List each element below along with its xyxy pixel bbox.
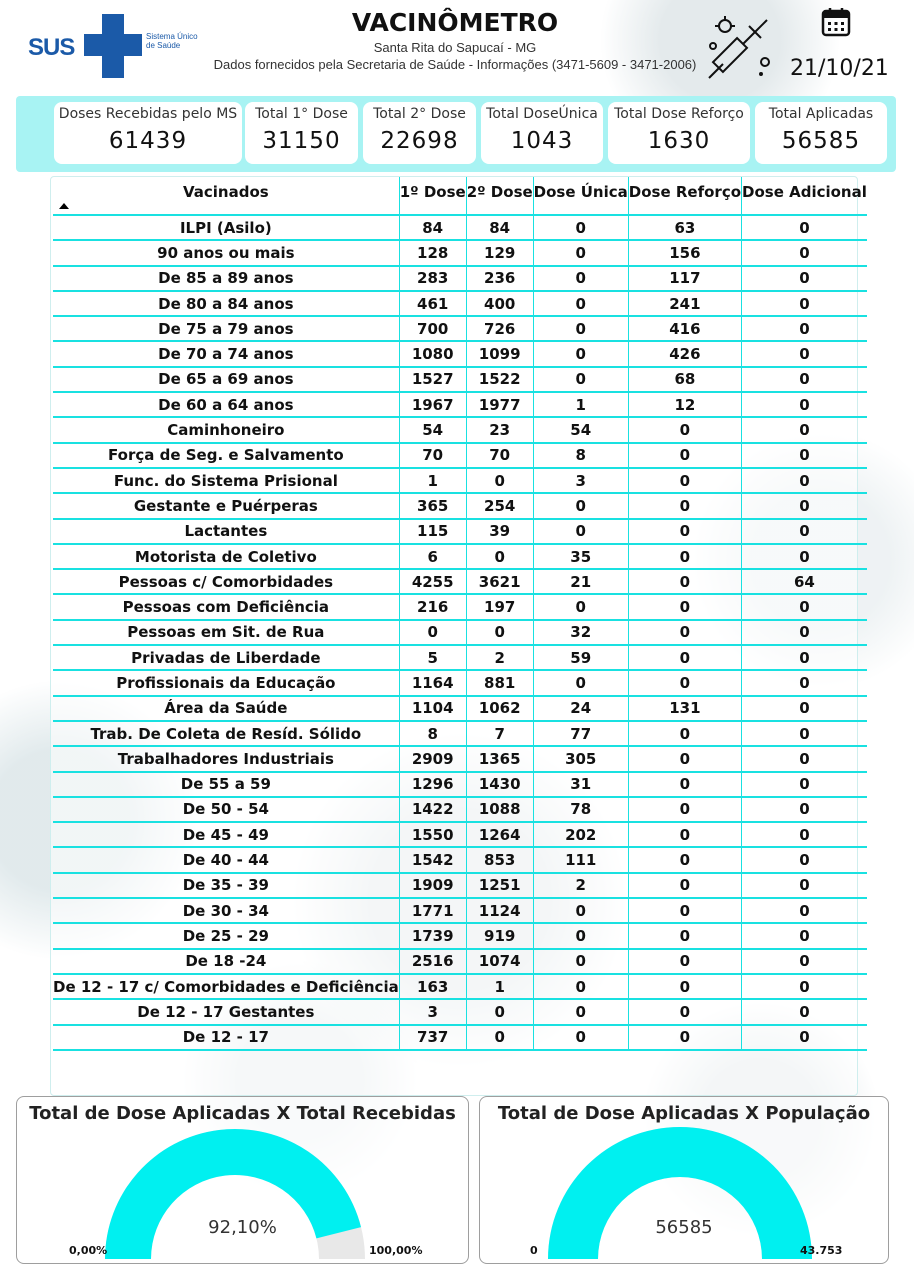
value-cell: 0	[533, 949, 628, 974]
value-cell: 54	[533, 417, 628, 442]
value-cell: 5	[399, 645, 466, 670]
value-cell: 0	[628, 873, 741, 898]
value-cell: 881	[466, 670, 533, 695]
row-label-cell: De 12 - 17 c/ Comorbidades e Deficiência	[53, 974, 399, 999]
value-cell: 305	[533, 746, 628, 771]
value-cell: 0	[742, 898, 867, 923]
value-cell: 0	[399, 620, 466, 645]
gauge-value: 56585	[655, 1217, 713, 1238]
row-label-cell: De 70 a 74 anos	[53, 341, 399, 366]
value-cell: 8	[533, 443, 628, 468]
kpi-value: 56585	[781, 128, 861, 154]
value-cell: 737	[399, 1025, 466, 1050]
row-label-cell: De 25 - 29	[53, 923, 399, 948]
value-cell: 0	[742, 392, 867, 417]
value-cell: 1542	[399, 847, 466, 872]
value-cell: 0	[742, 1025, 867, 1050]
value-cell: 1422	[399, 797, 466, 822]
value-cell: 1062	[466, 696, 533, 721]
row-label-cell: De 50 - 54	[53, 797, 399, 822]
value-cell: 0	[742, 645, 867, 670]
value-cell: 0	[533, 519, 628, 544]
kpi-label: Doses Recebidas pelo MS	[58, 106, 238, 122]
table-row[interactable]	[53, 772, 867, 797]
value-cell: 70	[399, 443, 466, 468]
row-label-cell: De 85 a 89 anos	[53, 266, 399, 291]
value-cell: 128	[399, 240, 466, 265]
value-cell: 461	[399, 291, 466, 316]
value-cell: 0	[628, 721, 741, 746]
source-info: Dados fornecidos pela Secretaria de Saúde - Informações (3471-5609 - 3471-2006)	[213, 57, 697, 72]
value-cell: 0	[533, 341, 628, 366]
value-cell: 0	[742, 443, 867, 468]
table-row[interactable]	[53, 1025, 867, 1050]
table-row[interactable]	[53, 316, 867, 341]
value-cell: 0	[742, 316, 867, 341]
value-cell: 1074	[466, 949, 533, 974]
value-cell: 0	[628, 847, 741, 872]
value-cell: 32	[533, 620, 628, 645]
table-row[interactable]	[53, 847, 867, 872]
value-cell: 1977	[466, 392, 533, 417]
table-row[interactable]	[53, 696, 867, 721]
kpi-label: Total Aplicadas	[768, 106, 874, 122]
kpi-label: Total DoseÚnica	[486, 106, 598, 122]
value-cell: 0	[533, 898, 628, 923]
value-cell: 0	[533, 266, 628, 291]
gauge-chart	[17, 1097, 470, 1265]
table-row[interactable]	[53, 468, 867, 493]
value-cell: 0	[628, 797, 741, 822]
value-cell: 254	[466, 493, 533, 518]
value-cell: 0	[742, 670, 867, 695]
value-cell: 0	[628, 468, 741, 493]
value-cell: 0	[628, 620, 741, 645]
table-row[interactable]	[53, 392, 867, 417]
row-label-cell: De 30 - 34	[53, 898, 399, 923]
value-cell: 70	[466, 443, 533, 468]
gauge-fill	[548, 1127, 812, 1259]
row-label-cell: Área da Saúde	[53, 696, 399, 721]
table-row[interactable]	[53, 822, 867, 847]
value-cell: 0	[742, 544, 867, 569]
value-cell: 241	[628, 291, 741, 316]
value-cell: 0	[628, 417, 741, 442]
value-cell: 64	[742, 569, 867, 594]
value-cell: 117	[628, 266, 741, 291]
table-row[interactable]	[53, 923, 867, 948]
table-row[interactable]	[53, 721, 867, 746]
value-cell: 0	[742, 746, 867, 771]
value-cell: 0	[742, 620, 867, 645]
table-header-row	[53, 177, 867, 215]
page-title: VACINÔMETRO	[351, 8, 559, 37]
table-row[interactable]	[53, 645, 867, 670]
row-label-cell: Profissionais da Educação	[53, 670, 399, 695]
table-row[interactable]	[53, 620, 867, 645]
value-cell: 1365	[466, 746, 533, 771]
value-cell: 0	[742, 367, 867, 392]
row-label-cell: Gestante e Puérperas	[53, 493, 399, 518]
column-header-dose-adicional[interactable]: Dose Adicional	[742, 177, 867, 215]
value-cell: 111	[533, 847, 628, 872]
value-cell: 1522	[466, 367, 533, 392]
row-label-cell: Força de Seg. e Salvamento	[53, 443, 399, 468]
value-cell: 21	[533, 569, 628, 594]
value-cell: 0	[628, 443, 741, 468]
row-label-cell: De 12 - 17 Gestantes	[53, 999, 399, 1024]
row-label-cell: Motorista de Coletivo	[53, 544, 399, 569]
value-cell: 283	[399, 266, 466, 291]
kpi-value: 61439	[108, 128, 188, 154]
value-cell: 919	[466, 923, 533, 948]
table-row[interactable]	[53, 670, 867, 695]
kpi-label: Total Dose Reforço	[614, 106, 744, 122]
value-cell: 23	[466, 417, 533, 442]
value-cell: 216	[399, 594, 466, 619]
value-cell: 39	[466, 519, 533, 544]
value-cell: 63	[628, 215, 741, 240]
value-cell: 416	[628, 316, 741, 341]
value-cell: 0	[742, 594, 867, 619]
row-label-cell: Pessoas c/ Comorbidades	[53, 569, 399, 594]
value-cell: 0	[533, 923, 628, 948]
table-row[interactable]	[53, 291, 867, 316]
row-label-cell: De 35 - 39	[53, 873, 399, 898]
kpi-total-dose-reforco[interactable]	[608, 102, 750, 164]
value-cell: 0	[533, 493, 628, 518]
gauge-min-label: 0,00%	[69, 1244, 108, 1257]
value-cell: 0	[533, 367, 628, 392]
gauge-chart	[480, 1097, 890, 1265]
row-label-cell: ILPI (Asilo)	[53, 215, 399, 240]
row-label-cell: Lactantes	[53, 519, 399, 544]
row-label-cell: De 75 a 79 anos	[53, 316, 399, 341]
value-cell: 202	[533, 822, 628, 847]
value-cell: 6	[399, 544, 466, 569]
value-cell: 1251	[466, 873, 533, 898]
value-cell: 0	[628, 1025, 741, 1050]
value-cell: 1527	[399, 367, 466, 392]
value-cell: 0	[466, 544, 533, 569]
value-cell: 0	[628, 493, 741, 518]
value-cell: 0	[628, 822, 741, 847]
value-cell: 1099	[466, 341, 533, 366]
vaccination-table-card	[50, 176, 867, 1096]
table-row[interactable]	[53, 873, 867, 898]
column-header-2-dose[interactable]: 2º Dose	[466, 177, 533, 215]
value-cell: 853	[466, 847, 533, 872]
value-cell: 1088	[466, 797, 533, 822]
kpi-doses-recebidas[interactable]	[54, 102, 242, 164]
value-cell: 0	[533, 1025, 628, 1050]
calendar-icon[interactable]	[820, 6, 852, 38]
kpi-total-2-dose[interactable]	[363, 102, 476, 164]
value-cell: 726	[466, 316, 533, 341]
value-cell: 0	[628, 670, 741, 695]
column-header-dose-unica[interactable]: Dose Única	[533, 177, 628, 215]
row-label-cell: De 45 - 49	[53, 822, 399, 847]
value-cell: 3	[399, 999, 466, 1024]
value-cell: 0	[628, 974, 741, 999]
value-cell: 0	[628, 923, 741, 948]
value-cell: 54	[399, 417, 466, 442]
gauge-card-aplicadas-vs-populacao[interactable]	[479, 1096, 889, 1264]
value-cell: 0	[533, 974, 628, 999]
row-label-cell: De 40 - 44	[53, 847, 399, 872]
value-cell: 0	[742, 468, 867, 493]
value-cell: 0	[466, 468, 533, 493]
table-row[interactable]	[53, 949, 867, 974]
table-row[interactable]	[53, 519, 867, 544]
value-cell: 1771	[399, 898, 466, 923]
value-cell: 0	[742, 519, 867, 544]
value-cell: 8	[399, 721, 466, 746]
column-label: Vacinados	[182, 183, 269, 201]
value-cell: 163	[399, 974, 466, 999]
table-row[interactable]	[53, 999, 867, 1024]
table-row[interactable]	[53, 797, 867, 822]
gauge-min-label: 0	[530, 1244, 538, 1257]
logo-subtitle: Sistema Único de Saúde	[146, 32, 198, 50]
value-cell: 115	[399, 519, 466, 544]
table-row[interactable]	[53, 417, 867, 442]
value-cell: 0	[742, 291, 867, 316]
report-date: 21/10/21	[790, 56, 889, 81]
kpi-total-1-dose[interactable]	[245, 102, 358, 164]
value-cell: 0	[533, 215, 628, 240]
value-cell: 0	[466, 620, 533, 645]
value-cell: 1124	[466, 898, 533, 923]
value-cell: 0	[742, 493, 867, 518]
value-cell: 2909	[399, 746, 466, 771]
row-label-cell: Pessoas com Deficiência	[53, 594, 399, 619]
value-cell: 0	[742, 999, 867, 1024]
value-cell: 0	[628, 898, 741, 923]
vaccination-table	[53, 177, 867, 1051]
value-cell: 0	[742, 822, 867, 847]
value-cell: 0	[742, 696, 867, 721]
value-cell: 31	[533, 772, 628, 797]
kpi-label: Total 1° Dose	[255, 106, 348, 122]
value-cell: 156	[628, 240, 741, 265]
gauge-max-label: 43.753	[800, 1244, 843, 1257]
sort-ascending-icon[interactable]	[59, 203, 69, 209]
table-row[interactable]	[53, 215, 867, 240]
value-cell: 1080	[399, 341, 466, 366]
row-label-cell: De 65 a 69 anos	[53, 367, 399, 392]
value-cell: 0	[628, 594, 741, 619]
value-cell: 1	[466, 974, 533, 999]
row-label-cell: Trabalhadores Industriais	[53, 746, 399, 771]
row-label-cell: Func. do Sistema Prisional	[53, 468, 399, 493]
table-row[interactable]	[53, 898, 867, 923]
value-cell: 0	[628, 544, 741, 569]
value-cell: 0	[466, 1025, 533, 1050]
row-label-cell: De 55 a 59	[53, 772, 399, 797]
kpi-label: Total 2° Dose	[373, 106, 466, 122]
value-cell: 35	[533, 544, 628, 569]
value-cell: 0	[533, 670, 628, 695]
kpi-total-dose-unica[interactable]	[481, 102, 603, 164]
value-cell: 131	[628, 696, 741, 721]
value-cell: 4255	[399, 569, 466, 594]
value-cell: 0	[742, 949, 867, 974]
value-cell: 84	[466, 215, 533, 240]
value-cell: 197	[466, 594, 533, 619]
value-cell: 0	[742, 240, 867, 265]
row-label-cell: Privadas de Liberdade	[53, 645, 399, 670]
value-cell: 2	[466, 645, 533, 670]
value-cell: 0	[628, 999, 741, 1024]
row-label-cell: De 80 a 84 anos	[53, 291, 399, 316]
table-row[interactable]	[53, 569, 867, 594]
value-cell: 0	[533, 291, 628, 316]
value-cell: 2516	[399, 949, 466, 974]
value-cell: 1264	[466, 822, 533, 847]
value-cell: 0	[742, 772, 867, 797]
value-cell: 1739	[399, 923, 466, 948]
row-label-cell: De 60 a 64 anos	[53, 392, 399, 417]
table-row[interactable]	[53, 544, 867, 569]
table-row[interactable]	[53, 266, 867, 291]
value-cell: 1909	[399, 873, 466, 898]
value-cell: 59	[533, 645, 628, 670]
table-row[interactable]	[53, 443, 867, 468]
kpi-value: 31150	[262, 128, 341, 154]
row-label-cell: Trab. De Coleta de Resíd. Sólido	[53, 721, 399, 746]
column-header-vacinados[interactable]	[53, 177, 399, 215]
row-label-cell: De 12 - 17	[53, 1025, 399, 1050]
value-cell: 7	[466, 721, 533, 746]
value-cell: 78	[533, 797, 628, 822]
vaccine-syringe-icon	[703, 12, 775, 84]
table-row[interactable]	[53, 367, 867, 392]
column-header-1-dose[interactable]: 1º Dose	[399, 177, 466, 215]
value-cell: 0	[742, 974, 867, 999]
value-cell: 129	[466, 240, 533, 265]
value-cell: 1	[399, 468, 466, 493]
kpi-band	[16, 96, 896, 172]
table-row[interactable]	[53, 341, 867, 366]
value-cell: 0	[466, 999, 533, 1024]
row-label-cell: Pessoas em Sit. de Rua	[53, 620, 399, 645]
value-cell: 1164	[399, 670, 466, 695]
value-cell: 0	[628, 772, 741, 797]
value-cell: 0	[742, 873, 867, 898]
value-cell: 0	[742, 417, 867, 442]
value-cell: 0	[628, 746, 741, 771]
kpi-value: 1043	[510, 128, 574, 154]
table-row[interactable]	[53, 974, 867, 999]
value-cell: 700	[399, 316, 466, 341]
column-header-dose-reforco[interactable]: Dose Reforço	[628, 177, 741, 215]
value-cell: 426	[628, 341, 741, 366]
value-cell: 0	[628, 519, 741, 544]
value-cell: 365	[399, 493, 466, 518]
gauge-title: Total de Dose Aplicadas X Total Recebidas	[29, 1103, 456, 1124]
value-cell: 24	[533, 696, 628, 721]
value-cell: 0	[742, 847, 867, 872]
row-label-cell: Caminhoneiro	[53, 417, 399, 442]
kpi-value: 1630	[647, 128, 711, 154]
gauge-value: 92,10%	[208, 1217, 277, 1238]
value-cell: 1430	[466, 772, 533, 797]
row-label-cell: 90 anos ou mais	[53, 240, 399, 265]
value-cell: 12	[628, 392, 741, 417]
value-cell: 0	[742, 215, 867, 240]
value-cell: 400	[466, 291, 533, 316]
value-cell: 0	[533, 240, 628, 265]
value-cell: 0	[628, 569, 741, 594]
table-row[interactable]	[53, 594, 867, 619]
value-cell: 0	[533, 999, 628, 1024]
sus-logo	[26, 12, 198, 78]
row-label-cell: De 18 -24	[53, 949, 399, 974]
table-row[interactable]	[53, 746, 867, 771]
value-cell: 1967	[399, 392, 466, 417]
gauge-card-aplicadas-vs-recebidas[interactable]	[16, 1096, 469, 1264]
logo-text: SUS	[28, 34, 75, 61]
gauge-max-label: 100,00%	[369, 1244, 423, 1257]
value-cell: 0	[628, 645, 741, 670]
value-cell: 0	[742, 923, 867, 948]
value-cell: 0	[742, 797, 867, 822]
value-cell: 0	[533, 594, 628, 619]
value-cell: 1	[533, 392, 628, 417]
value-cell: 84	[399, 215, 466, 240]
value-cell: 0	[533, 316, 628, 341]
table-row[interactable]	[53, 240, 867, 265]
value-cell: 68	[628, 367, 741, 392]
kpi-total-aplicadas[interactable]	[755, 102, 887, 164]
gauge-title: Total de Dose Aplicadas X População	[497, 1103, 871, 1124]
value-cell: 0	[742, 266, 867, 291]
value-cell: 2	[533, 873, 628, 898]
value-cell: 0	[742, 721, 867, 746]
value-cell: 77	[533, 721, 628, 746]
page-subtitle: Santa Rita do Sapucaí - MG	[373, 40, 537, 55]
value-cell: 1296	[399, 772, 466, 797]
table-body	[53, 215, 867, 1050]
value-cell: 3621	[466, 569, 533, 594]
table-row[interactable]	[53, 493, 867, 518]
value-cell: 0	[742, 341, 867, 366]
value-cell: 236	[466, 266, 533, 291]
value-cell: 1104	[399, 696, 466, 721]
value-cell: 0	[628, 949, 741, 974]
kpi-value: 22698	[380, 128, 459, 154]
value-cell: 3	[533, 468, 628, 493]
value-cell: 1550	[399, 822, 466, 847]
